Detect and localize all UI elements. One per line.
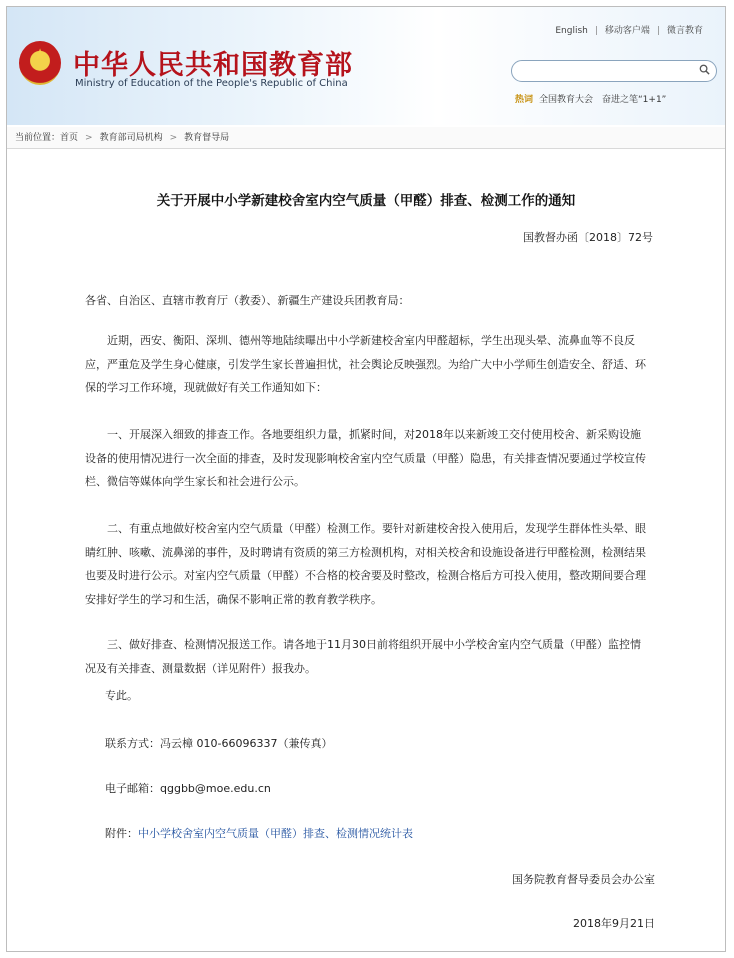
email-info: 电子邮箱：qggbb@moe.edu.cn xyxy=(105,782,271,795)
link-separator: | xyxy=(594,26,598,36)
attachment xyxy=(105,825,413,841)
document-number: 国教督办函〔2018〕72号 xyxy=(523,231,653,244)
link-mobile-client[interactable]: 移动客户端 xyxy=(604,26,650,36)
page-title: 关于开展中小学新建校舍室内空气质量（甲醛）排查、检测工作的通知 xyxy=(156,193,576,209)
chevron-right-icon: > xyxy=(85,133,93,143)
search-box xyxy=(511,60,717,82)
paragraph-intro: 近期，西安、衡阳、深圳、德州等地陆续曝出中小学新建校舍室内甲醛超标，学生出现头晕、流鼻血等不良反应，严重危及学生身心健康，引发学生家长普遍担忧，社会舆论反映强烈。为给广大中小学师生创造安全、舒适、环保的学习工作环境，现就做好有关工作通知如下： xyxy=(85,334,646,394)
breadcrumb-home[interactable]: 首页 xyxy=(60,133,79,143)
top-links xyxy=(555,23,703,36)
breadcrumb xyxy=(7,127,725,149)
hot-label: 热词 xyxy=(515,95,534,105)
issuer: 国务院教育督导委员会办公室 xyxy=(512,873,655,886)
paragraph-2: 二、有重点地做好校舍室内空气质量（甲醛）检测工作。要针对新建校舍投入使用后，发现学生群体性头晕、眼睛红肿、咳嗽、流鼻涕的事件，及时聘请有资质的第三方检测机构，对相关校舍和设施设备进行甲醛检测，检测结果也要及时进行公示。对室内空气质量（甲醛）不合格的校舍要及时整改，检测合格后方可投入使用，整改期间要合理安排好学生的学习和生活，确保不影响正常的教育教学秩序。 xyxy=(85,522,646,606)
site-header xyxy=(7,7,725,125)
breadcrumb-supervision-bureau[interactable]: 教育督导局 xyxy=(184,133,230,143)
breadcrumb-prefix: 当前位置： xyxy=(15,133,61,143)
paragraph-1: 一、开展深入细致的排查工作。各地要组织力量，抓紧时间，对2018年以来新竣工交付使用校舍、新采购设施设备的使用情况进行一次全面的排查，及时发现影响校舍室内空气质量（甲醛）隐患，有关排查情况要通过学校宣传栏、微信等媒体向学生家长和社会进行公示。 xyxy=(85,428,646,488)
breadcrumb-departments[interactable]: 教育部司局机构 xyxy=(99,133,163,143)
chevron-right-icon: > xyxy=(169,133,178,143)
closing: 专此。 xyxy=(105,689,138,702)
link-separator: | xyxy=(656,26,660,36)
search-input[interactable] xyxy=(522,64,696,84)
attachment-link[interactable]: 中小学校舍室内空气质量（甲醛）排查、检测情况统计表 xyxy=(138,827,413,840)
search-icon[interactable] xyxy=(699,64,710,75)
paragraph-3: 三、做好排查、检测情况报送工作。请各地于11月30日前将组织开展中小学校舍室内空气质量（甲醛）监控情况及有关排查、测量数据（详见附件）报我办。 xyxy=(85,638,641,675)
contact-info: 联系方式：冯云樟 010-66096337（兼传真） xyxy=(105,737,333,750)
issue-date: 2018年9月21日 xyxy=(573,917,655,930)
hot-words xyxy=(515,92,666,105)
site-subtitle: Ministry of Education of the People's Republic of China xyxy=(75,78,348,89)
national-emblem-icon xyxy=(19,41,61,85)
attachment-label: 附件： xyxy=(105,827,138,840)
page-frame xyxy=(6,6,726,952)
site-title[interactable]: 中华人民共和国教育部 xyxy=(73,50,353,81)
link-english[interactable]: English xyxy=(555,26,588,36)
hot-items[interactable]: 全国教育大会 奋进之笔“1+1” xyxy=(539,95,667,105)
salutation: 各省、自治区、直辖市教育厅（教委）、新疆生产建设兵团教育局： xyxy=(85,294,410,307)
link-weiyan[interactable]: 微言教育 xyxy=(666,26,703,36)
